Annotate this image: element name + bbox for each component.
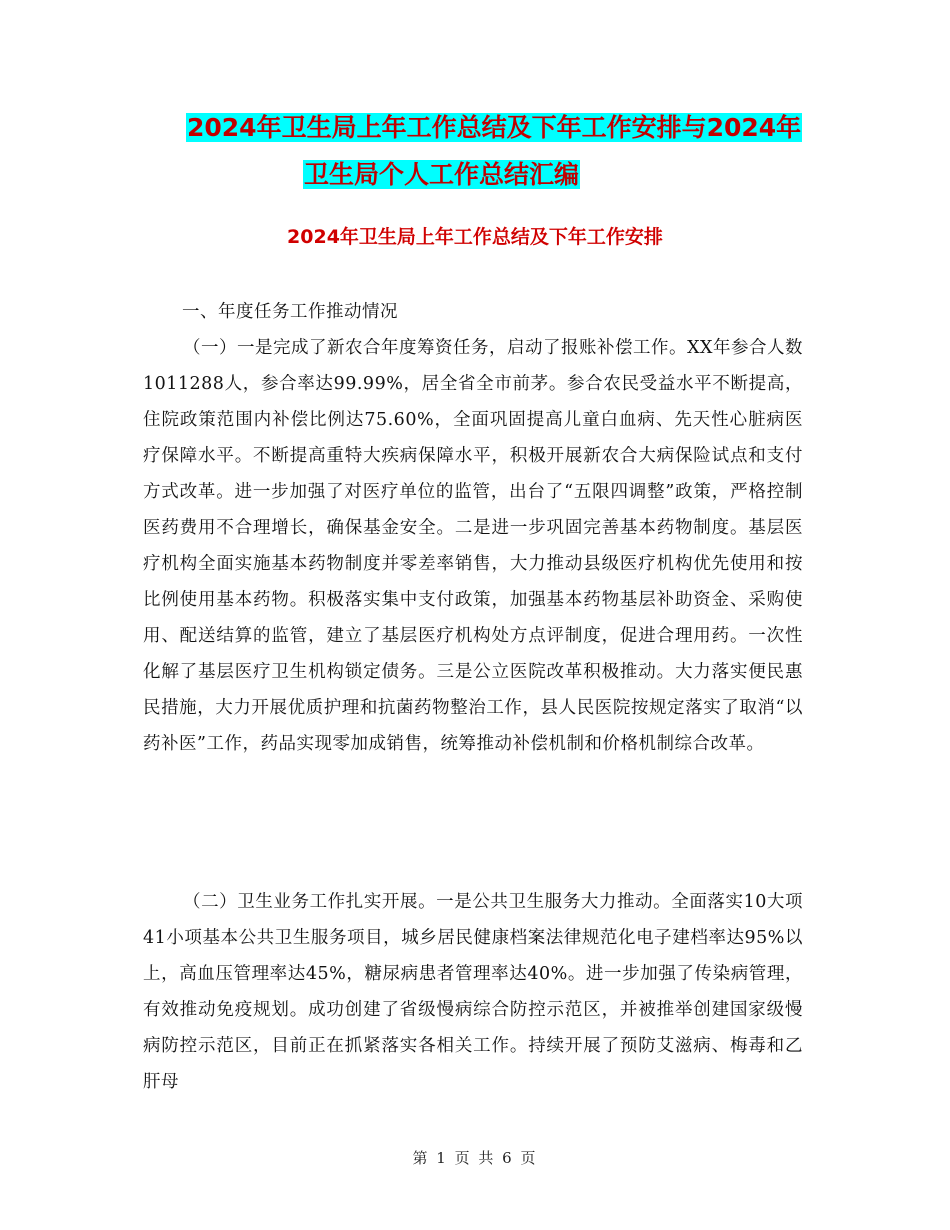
title-highlight: 卫生局个人工作总结汇编 xyxy=(304,160,580,189)
section-heading: 一、年度任务工作推动情况 xyxy=(182,302,398,322)
document-title-line-1 xyxy=(186,108,906,148)
title-highlight: 2024年卫生局上年工作总结及下年工作安排与2024年 xyxy=(187,113,802,142)
body-paragraph-2: （二）卫生业务工作扎实开展。一是公共卫生服务大力推动。全面落实10大项41小项基本公共卫生服务项目，城乡居民健康档案法律规范化电子建档率达95%以上，高血压管理率达45%，糖尿病患者管理率达40%。进一步加强了传染病管理，有效推动免疫规划。成功创建了省级慢病综合防控示范区，并被推举创建国家级慢病防控示范区，目前正在抓紧落实各相关工作。持续开展了预防艾滋病、梅毒和乙肝母 xyxy=(143,892,803,1092)
body-paragraph-1: （一）一是完成了新农合年度筹资任务，启动了报账补偿工作。XX年参合人数1011288人，参合率达99.99%，居全省全市前茅。参合农民受益水平不断提高，住院政策范围内补偿比例达75.60%，全面巩固提高儿童白血病、先天性心脏病医疗保障水平。不断提高重特大疾病保障水平，积极开展新农合大病保险试点和支付方式改革。进一步加强了对医疗单位的监管，出台了“五限四调整”政策，严格控制医药费用不合理增长，确保基金安全。二是进一步巩固完善基本药物制度。基层医疗机构全面实施基本药物制度并零差率销售，大力推动县级医疗机构优先使用和按比例使用基本药物。积极落实集中支付政策，加强基本药物基层补助资金、采购使用、配送结算的监管，建立了基层医疗机构处方点评制度，促进合理用药。一次性化解了基层医疗卫生机构锁定债务。三是公立医院改革积极推动。大力落实便民惠民措施，大力开展优质护理和抗菌药物整治工作，县人民医院按规定落实了取消“以药补医”工作，药品实现零加成销售，统筹推动补偿机制和价格机制综合改革。 xyxy=(143,338,803,754)
document-title-line-2 xyxy=(303,155,950,195)
section-subtitle: 2024年卫生局上年工作总结及下年工作安排 xyxy=(287,226,663,248)
page-footer: 第 1 页 共 6 页 xyxy=(412,1149,538,1167)
